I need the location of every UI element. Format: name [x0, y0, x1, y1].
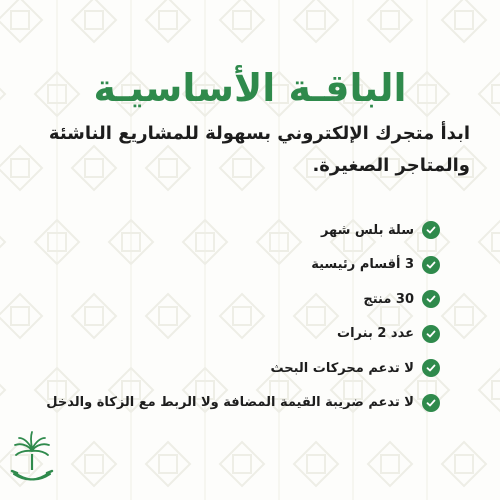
check-circle-icon: [422, 359, 440, 377]
check-circle-icon: [422, 221, 440, 239]
package-subtitle: ابدأ متجرك الإلكتروني بسهولة للمشاريع الناشئة والمتاجر الصغيرة.: [48, 123, 470, 176]
feature-item: [20, 351, 440, 386]
feature-list: [20, 213, 440, 420]
feature-item: [20, 248, 440, 283]
check-circle-icon: [422, 394, 440, 412]
feature-item: [20, 317, 440, 352]
feature-label: لا تدعم محركات البحث: [270, 360, 414, 376]
feature-label: 3 أقسام رئيسية: [311, 257, 414, 273]
feature-label: عدد 2 بنرات: [337, 326, 414, 342]
feature-item: [20, 282, 440, 317]
check-circle-icon: [422, 290, 440, 308]
check-circle-icon: [422, 325, 440, 343]
feature-label: 30 منتج: [363, 291, 414, 307]
feature-label: لا تدعم ضريبة القيمة المضافة ولا الربط مع الزكاة والدخل: [46, 395, 414, 411]
feature-label: سلة بلس شهر: [320, 222, 414, 238]
check-circle-icon: [422, 256, 440, 274]
palm-swords-emblem-icon: [10, 430, 54, 486]
feature-item: [20, 386, 440, 421]
feature-item: [20, 213, 440, 248]
package-title: الباقـة الأساسيـة: [93, 66, 407, 110]
